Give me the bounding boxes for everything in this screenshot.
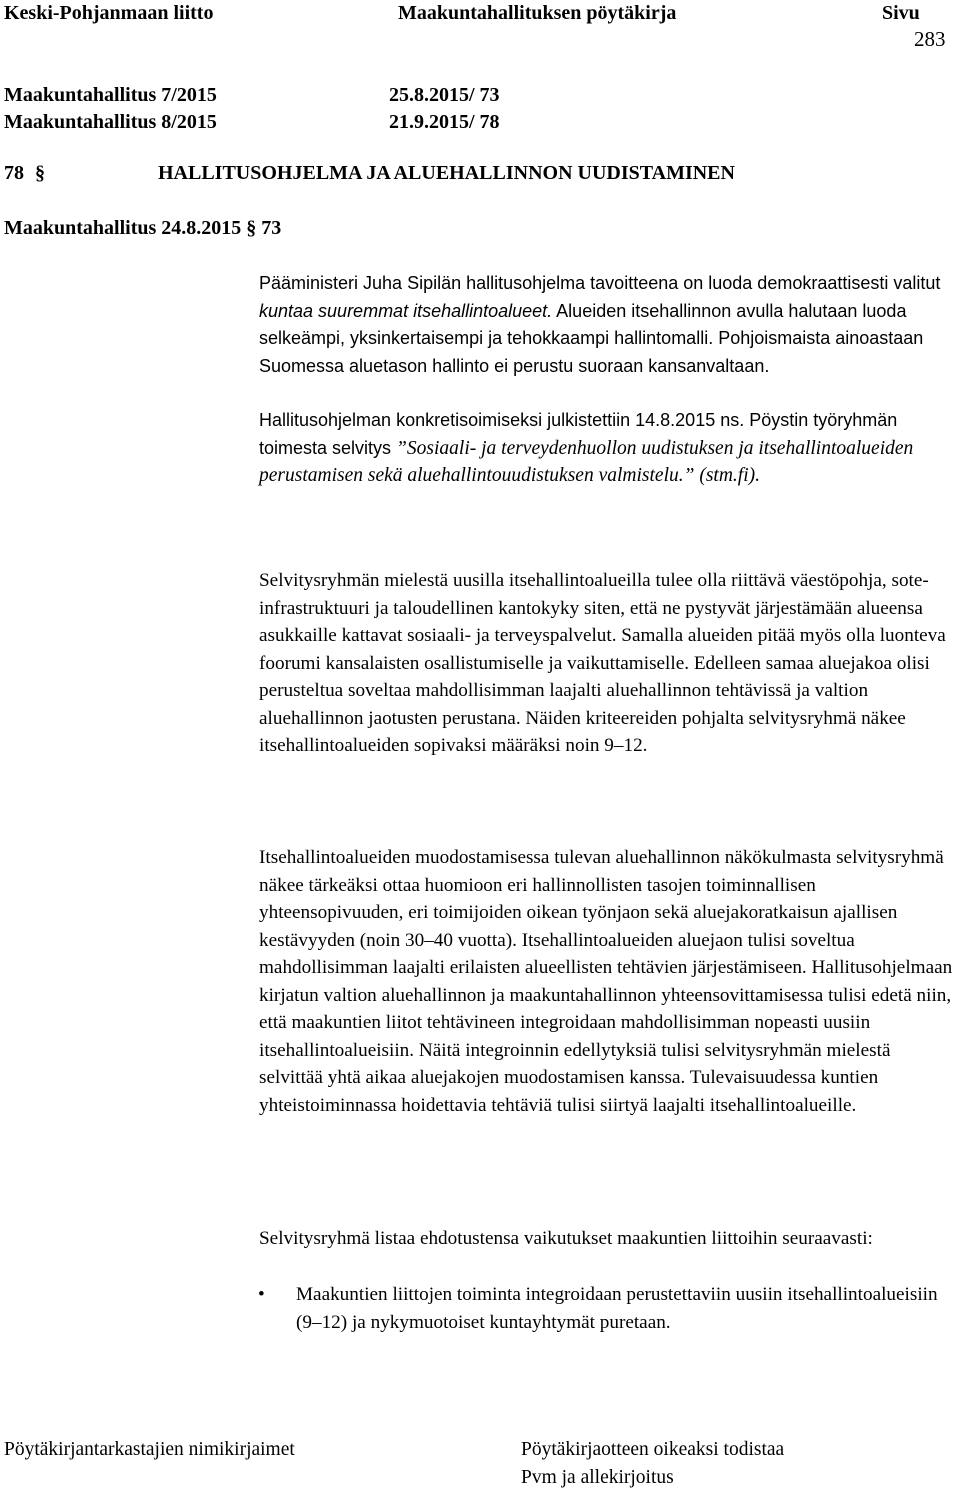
section-sign: § (35, 162, 45, 184)
paragraph-1-italic: kuntaa suuremmat itsehallintoalueet. (259, 300, 553, 321)
paragraph-1 (259, 270, 959, 380)
sub-meeting-heading: Maakuntahallitus 24.8.2015 § 73 (4, 217, 282, 239)
document-body (259, 270, 959, 490)
paragraph-1-text: Pääministeri Juha Sipilän hallitusohjelma tavoitteena on luoda demokraattisesti valitut (259, 273, 941, 293)
footer-initials-label: Pöytäkirjantarkastajien nimikirjaimet (4, 1439, 295, 1460)
meeting-ref-2 (4, 109, 500, 136)
meeting-body: Maakuntahallitus 8/2015 (4, 111, 217, 133)
page-number: 283 (914, 27, 946, 51)
paragraph-2 (259, 407, 959, 490)
section-title: HALLITUSOHJELMA JA ALUEHALLINNON UUDISTAMINEN (158, 162, 735, 184)
meeting-ref: 21.9.2015/ 78 (389, 111, 500, 133)
paragraph-2-text: Hallitusohjelman konkretisoimiseksi julkistettiin 14.8.2015 ns. Pöystin työryhmän toimesta selvitys (259, 410, 898, 458)
paragraph-3: Selvitysryhmän mielestä uusilla itsehallintoalueilla tulee olla riittävä väestöpohja, sote-infrastruktuuri ja taloudellinen kantokyky siten, että ne pystyvät järjestämään alueensa asukkaille kattavat sosiaali- ja terveyspalvelut. Samalla alueiden pitää myös olla luonteva foorumi kansalaisten osallistumiselle ja vaikuttamiselle. Edelleen samaa aluejakoa olisi perusteltua soveltaa mahdollisimman laajalti aluehallinnon tehtävissä ja valtion aluehallinnon jaotusten perustana. Näiden kriteereiden pohjalta selvitysryhmä näkee itsehallintoalueiden sopivaksi määräksi noin 9–12. (259, 570, 946, 756)
bullet-marker: • (258, 1284, 265, 1305)
paragraph-2-italic: ”Sosiaali- ja terveydenhuollon uudistuksen ja itsehallintoalueiden perustamisen sekä aluehallintouudistuksen valmistelu.” (stm.fi). (259, 437, 914, 486)
meeting-body: Maakuntahallitus 7/2015 (4, 84, 217, 106)
bullet-item-1: Maakuntien liittojen toiminta integroidaan perustettaviin uusiin itsehallintoalueisiin (9–12) ja nykymuotoiset kuntayhtymät puretaan. (296, 1284, 938, 1333)
paragraph-1-text-cont: Alueiden itsehallinnon avulla halutaan luoda selkeämpi, yksinkertaisempi ja tehokkaampi hallintomalli. Pohjoismaista ainoastaan Suomessa aluetason hallinto ei perustu suoraan kansanvaltaan. (259, 300, 924, 376)
document-type: Maakuntahallituksen pöytäkirja (398, 2, 677, 24)
organization-name: Keski-Pohjanmaan liitto (4, 2, 214, 24)
footer-date-signature-label: Pvm ja allekirjoitus (521, 1467, 674, 1488)
meeting-ref: 25.8.2015/ 73 (389, 84, 500, 106)
page-label: Sivu (882, 2, 920, 24)
meeting-ref-1 (4, 82, 500, 109)
section-heading (4, 160, 735, 187)
footer-certification-label: Pöytäkirjaotteen oikeaksi todistaa (521, 1439, 785, 1460)
paragraph-4: Itsehallintoalueiden muodostamisessa tulevan aluehallinnon näkökulmasta selvitysryhmä näkee tärkeäksi ottaa huomioon eri hallinnollisten tasojen toiminnallisen yhteensopivuuden, eri toimijoiden oikean työnjaon sekä aluejakoratkaisun ajallisen kestävyyden (noin 30–40 vuotta). Itsehallintoalueiden aluejaon tulisi soveltua mahdollisimman laajalti erilaisten alueellisten tehtävien järjestämiseen. Hallitusohjelmaan kirjatun valtion aluehallinnon ja maakuntahallinnon yhteensovittamisessa tulisi edetä niin, että maakuntien liitot tehtävineen integroidaan mahdollisimman nopeasti uusiin itsehallintoalueisiin. Näitä integroinnin edellytyksiä tulisi selvitysryhmän mielestä selvittää yhtä aikaa aluejakojen muodostamisen kanssa. Tulevaisuudessa kuntien yhteistoiminnassa hoidettavia tehtäviä tulisi siirtyä laajalti itsehallintoalueille. (259, 847, 953, 1116)
paragraph-5: Selvitysryhmä listaa ehdotustensa vaikutukset maakuntien liittoihin seuraavasti: (259, 1228, 873, 1249)
section-number: 78 (4, 162, 24, 184)
